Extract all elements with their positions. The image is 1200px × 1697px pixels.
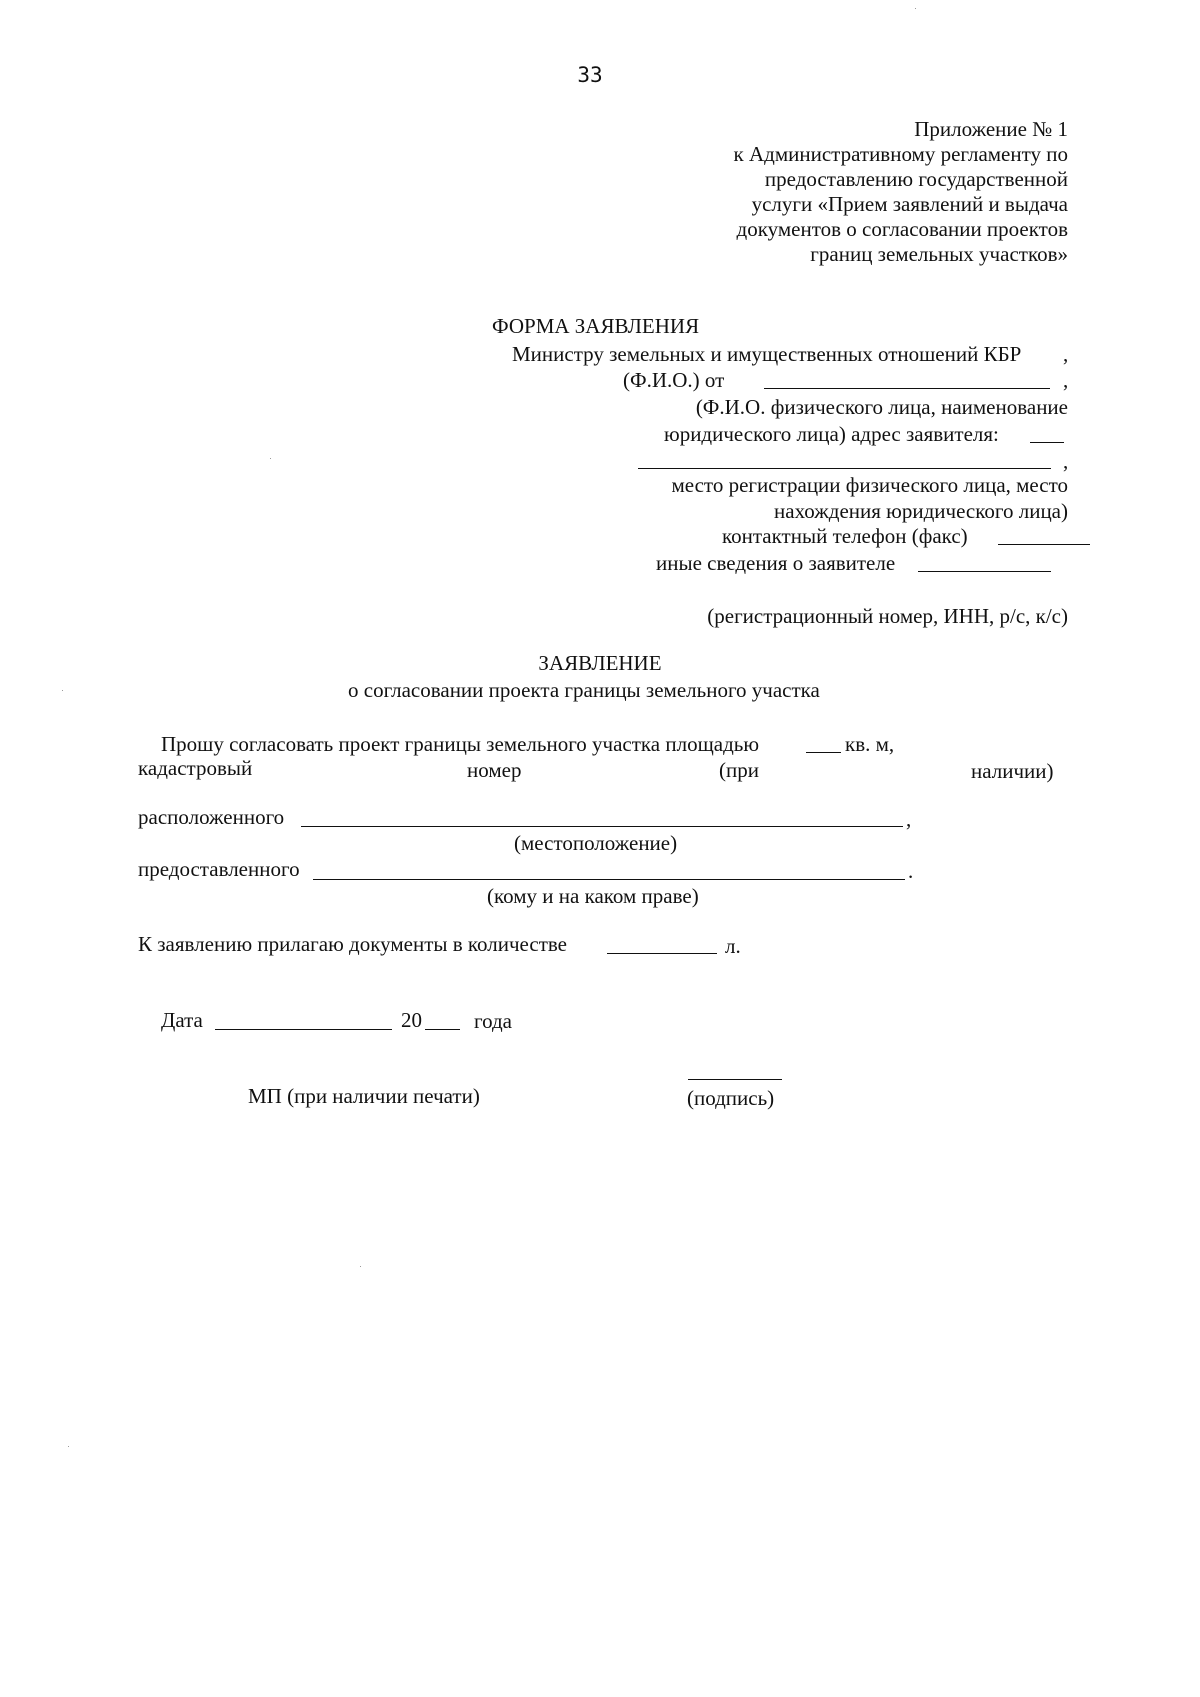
area-blank-line[interactable] <box>806 752 841 753</box>
reg-hint: (регистрационный номер, ИНН, р/с, к/с) <box>707 604 1068 628</box>
seal-text: МП (при наличии печати) <box>248 1084 480 1108</box>
signature-hint: (подпись) <box>687 1086 775 1110</box>
address-blank-short[interactable] <box>1030 442 1064 443</box>
scan-speck <box>915 8 916 9</box>
attach-count-blank[interactable] <box>607 953 717 954</box>
form-title: ФОРМА ЗАЯВЛЕНИЯ <box>492 314 700 338</box>
area-unit: кв. м, <box>845 732 895 756</box>
signature-blank-line[interactable] <box>688 1079 782 1080</box>
granted-label: предоставленного <box>138 857 300 881</box>
address-hint-line1: место регистрации физического лица, место <box>671 473 1068 497</box>
cadastral-word: кадастровый <box>138 756 253 780</box>
appendix-line: документов о согласовании проектов <box>736 217 1068 241</box>
scan-speck <box>68 1446 69 1447</box>
addressee-text: Министру земельных и имущественных отношений КБР <box>512 342 1022 366</box>
phone-blank-line[interactable] <box>998 544 1090 545</box>
comma: , <box>1063 368 1069 392</box>
applicant-hint-line2: юридического лица) адрес заявителя: <box>664 422 999 446</box>
phone-label: контактный телефон (факс) <box>722 524 968 548</box>
granted-blank-line[interactable] <box>313 879 905 880</box>
statement-subtitle: о согласовании проекта границы земельного участка <box>348 678 820 702</box>
date-blank-line[interactable] <box>215 1029 392 1030</box>
if-word: (при <box>719 758 759 782</box>
appendix-line: Приложение № 1 <box>914 117 1068 141</box>
location-blank-line[interactable] <box>301 826 903 827</box>
address-hint-line2: нахождения юридического лица) <box>774 499 1068 523</box>
comma: , <box>1063 342 1069 366</box>
granted-hint: (кому и на каком праве) <box>487 884 699 908</box>
request-text: Прошу согласовать проект границы земельного участка площадью <box>161 732 760 756</box>
other-info-blank-line[interactable] <box>918 571 1051 572</box>
appendix-line: предоставлению государственной <box>764 167 1068 191</box>
statement-title: ЗАЯВЛЕНИЕ <box>538 651 662 675</box>
located-label: расположенного <box>138 805 285 829</box>
location-hint: (местоположение) <box>514 831 678 855</box>
fio-blank-line[interactable] <box>764 388 1050 389</box>
appendix-line: к Административному регламенту по <box>733 142 1068 166</box>
comma: , <box>1063 449 1069 473</box>
year-blank-line[interactable] <box>425 1029 460 1030</box>
other-info-label: иные сведения о заявителе <box>656 551 896 575</box>
year-suffix: года <box>474 1009 512 1033</box>
year-prefix: 20 <box>401 1008 422 1032</box>
period: . <box>908 859 914 883</box>
appendix-line: границ земельных участков» <box>810 242 1068 266</box>
sheets-abbr: л. <box>725 934 741 958</box>
page-number: 33 <box>577 63 603 87</box>
scan-speck <box>62 690 63 691</box>
date-label: Дата <box>161 1008 203 1032</box>
number-word: номер <box>467 758 522 782</box>
attach-text: К заявлению прилагаю документы в количестве <box>138 932 567 956</box>
address-blank-line[interactable] <box>638 468 1051 469</box>
scan-speck <box>270 458 271 459</box>
appendix-line: услуги «Прием заявлений и выдача <box>751 192 1068 216</box>
scan-speck <box>360 1266 361 1267</box>
availability-word: наличии) <box>971 759 1054 783</box>
fio-from-label: (Ф.И.О.) от <box>623 368 725 392</box>
comma: , <box>906 807 912 831</box>
applicant-hint-line1: (Ф.И.О. физического лица, наименование <box>695 395 1068 419</box>
